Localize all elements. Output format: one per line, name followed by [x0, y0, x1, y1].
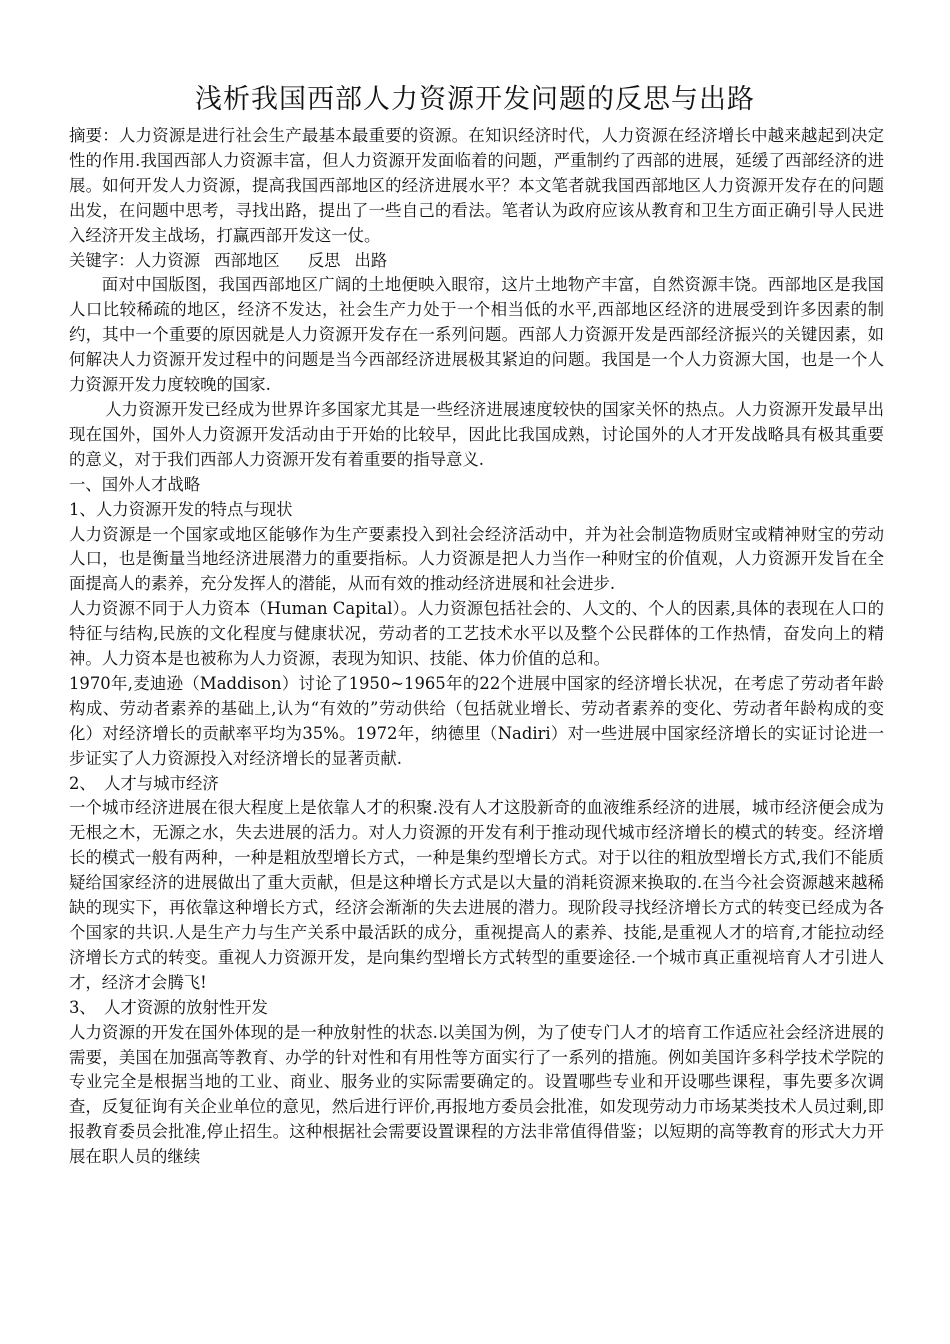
subsection-heading: 1、人力资源开发的特点与现状 — [69, 499, 293, 519]
keyword-item: 出路 — [354, 250, 388, 270]
body-paragraph: 人力资源是一个国家或地区能够作为生产要素投入到社会经济活动中，并为社会制造物质财宝或精神财宝的劳动人口，也是衡量当地经济进展潜力的重要指标。人力资源是把人力当作一种财宝的价值观，人力资源开发旨在全面提高人的素养，充分发挥人的潜能，从而有效的推动经济进展和社会进步. — [69, 524, 884, 594]
abstract-paragraph: 摘要：人力资源是进行社会生产最基本最重要的资源。在知识经济时代，人力资源在经济增长中越来越起到决定性的作用.我国西部人力资源丰富，但人力资源开发面临着的问题，严重制约了西部的进展，延缓了西部经济的进展。如何开发人力资源，提高我国西部地区的经济进展水平？本文笔者就我国西部地区人力资源开发存在的问题出发，在问题中思考，寻找出路，提出了一些自己的看法。笔者认为政府应该从教育和卫生方面正确引导人民进入经济开发主战场，打赢西部开发这一仗。 — [69, 126, 884, 245]
section-heading: 一、国外人才战略 — [69, 474, 201, 494]
body-paragraph: 1970年,麦迪逊（Maddison）讨论了1950~1965年的22个进展中国家的经济增长状况，在考虑了劳动者年龄构成、劳动者素养的基础上,认为“有效的”劳动供给（包括就业增长、劳动者素养的变化、劳动者年龄构成的变化）对经济增长的贡献率平均为35%。1972年，纳德里（Nadiri）对一些进展中国家经济增长的实证讨论进一步证实了人力资源投入对经济增长的显著贡献. — [69, 673, 884, 768]
keywords-line — [69, 249, 884, 274]
intro-paragraph-2: 人力资源开发已经成为世界许多国家尤其是一些经济进展速度较快的国家关怀的热点。人力资源开发最早出现在国外，国外人力资源开发活动由于开始的比较早，因此比我国成熟，讨论国外的人才开发战略具有极其重要的意义，对于我们西部人力资源开发有着重要的指导意义. — [69, 399, 884, 469]
body-paragraph: 人力资源的开发在国外体现的是一种放射性的状态.以美国为例，为了使专门人才的培育工作适应社会经济进展的需要，美国在加强高等教育、办学的针对性和有用性等方面实行了一系列的措施。例如美国许多科学技术学院的专业完全是根据当地的工业、商业、服务业的实际需要确定的。设置哪些专业和开设哪些课程，事先要多次调查，反复征询有关企业单位的意见，然后进行评价,再报地方委员会批准，如发现劳动力市场某类技术人员过剩,即报教育委员会批准,停止招生。这种根据社会需要设置课程的方法非常值得借鉴；以短期的高等教育的形式大力开展在职人员的继续 — [69, 1022, 884, 1167]
intro-paragraph-1: 面对中国版图，我国西部地区广阔的土地便映入眼帘，这片土地物产丰富，自然资源丰饶。西部地区是我国人口比较稀疏的地区，经济不发达，社会生产力处于一个相当低的水平,西部地区经济的进展受到许多因素的制约，其中一个重要的原因就是人力资源开发存在一系列问题。西部人力资源开发是西部经济振兴的关键因素，如何解决人力资源开发过程中的问题是当今西部经济进展极其紧迫的问题。我国是一个人力资源大国，也是一个人力资源开发力度较晚的国家. — [69, 275, 884, 395]
keyword-item: 人力资源 — [134, 250, 201, 270]
subsection-heading: 3、 人才资源的放射性开发 — [69, 997, 268, 1017]
keyword-item: 西部地区 — [214, 250, 280, 270]
document-body — [69, 124, 884, 1170]
document-title: 浅析我国西部人力资源开发问题的反思与出路 — [195, 84, 755, 115]
keywords-label: 关键字： — [69, 250, 135, 270]
keyword-item: 反思 — [307, 250, 341, 270]
body-paragraph: 人力资源不同于人力资本（Human Capital）。人力资源包括社会的、人文的、个人的因素,具体的表现在人口的特征与结构,民族的文化程度与健康状况，劳动者的工艺技术水平以及整个公民群体的工作热情，奋发向上的精神。人力资本是也被称为人力资源，表现为知识、技能、体力价值的总和。 — [69, 599, 884, 669]
subsection-heading: 2、 人才与城市经济 — [69, 773, 219, 793]
body-paragraph: 一个城市经济进展在很大程度上是依靠人才的积聚.没有人才这股新奇的血液维系经济的进展，城市经济便会成为无根之木，无源之水，失去进展的活力。对人力资源的开发有利于推动现代城市经济增长的模式的转变。经济增长的模式一般有两种，一种是粗放型增长方式，一种是集约型增长方式。对于以往的粗放型增长方式,我们不能质疑给国家经济的进展做出了重大贡献，但是这种增长方式是以大量的消耗资源来换取的.在当今社会资源越来越稀缺的现实下，再依靠这种增长方式，经济会渐渐的失去进展的潜力。现阶段寻找经济增长方式的转变已经成为各个国家的共识.人是生产力与生产关系中最活跃的成分，重视提高人的素养、技能,是重视人才的培育,才能拉动经济增长方式的转变。重视人力资源开发，是向集约型增长方式转型的重要途径.一个城市真正重视培育人才引进人才，经济才会腾飞! — [69, 798, 884, 992]
